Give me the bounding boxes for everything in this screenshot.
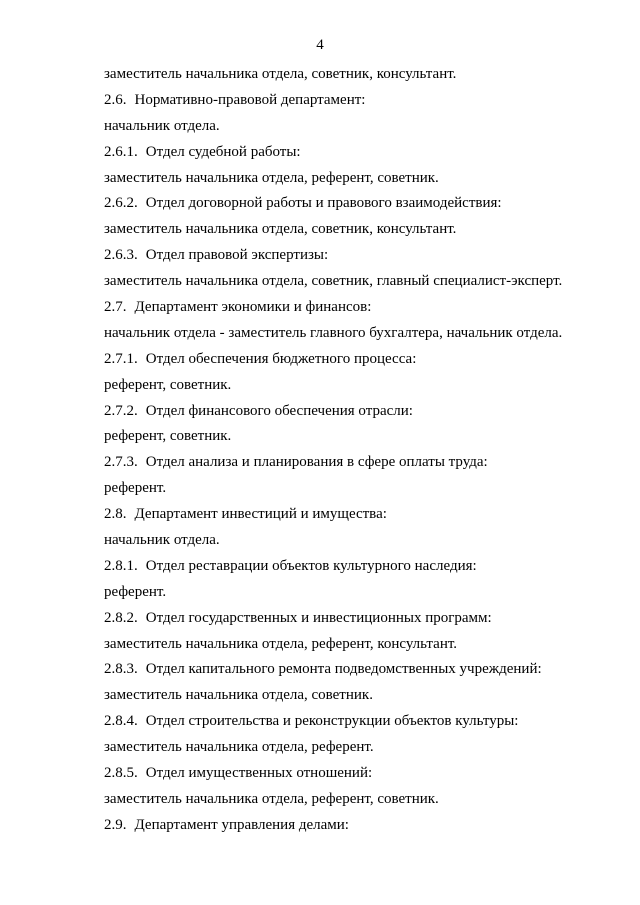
section-heading: [0, 245, 640, 271]
positions-line: заместитель начальника отдела, референт, советник.: [104, 790, 439, 807]
positions-line: референт.: [104, 583, 167, 600]
section-title: Отдел имущественных отношений:: [145, 765, 373, 782]
section-heading: [0, 504, 640, 530]
positions-line: начальник отдела - заместитель главного бухгалтера, начальник отдела.: [104, 324, 563, 341]
section-heading: [0, 349, 640, 375]
section-heading: [0, 193, 640, 219]
section-title: Нормативно-правовой департамент:: [134, 91, 366, 108]
section-number: 2.8.5.: [104, 765, 138, 782]
section-number: 2.8.1.: [104, 557, 138, 574]
section-heading: [0, 608, 640, 634]
section-heading: [0, 711, 640, 737]
section-title: Отдел государственных и инвестиционных программ:: [145, 609, 492, 626]
section-number: 2.8.: [104, 506, 127, 523]
section-number: 2.8.4.: [104, 713, 138, 730]
positions-line: референт.: [104, 480, 167, 497]
section-number: 2.6.: [104, 91, 127, 108]
section-title: Отдел анализа и планирования в сфере оплаты труда:: [145, 454, 488, 471]
section-number: 2.7.2.: [104, 402, 138, 419]
section-heading: [0, 90, 640, 116]
section-heading: [0, 815, 640, 841]
section-number: 2.9.: [104, 816, 127, 833]
page-number: 4: [316, 37, 324, 53]
section-title: Отдел обеспечения бюджетного процесса:: [145, 350, 417, 367]
section-heading: [0, 763, 640, 789]
section-number: 2.6.3.: [104, 247, 138, 264]
positions-line: начальник отдела.: [104, 532, 220, 549]
positions-line: заместитель начальника отдела, советник, консультант.: [104, 66, 457, 82]
section-heading: [0, 297, 640, 323]
section-heading: [0, 556, 640, 582]
section-heading: [0, 401, 640, 427]
section-heading: [0, 142, 640, 168]
positions-line: референт, советник.: [104, 428, 232, 445]
positions-line: референт, советник.: [104, 376, 232, 393]
section-title: Отдел договорной работы и правового взаимодействия:: [145, 195, 502, 212]
section-title: Департамент управления делами:: [134, 816, 349, 833]
positions-line: заместитель начальника отдела, советник.: [104, 687, 373, 704]
section-number: 2.7.: [104, 299, 127, 316]
section-title: Департамент экономики и финансов:: [134, 299, 372, 316]
section-number: 2.8.3.: [104, 661, 138, 678]
section-number: 2.8.2.: [104, 609, 138, 626]
section-title: Отдел капитального ремонта подведомственных учреждений:: [145, 661, 542, 678]
section-heading: [0, 452, 640, 478]
section-title: Отдел финансового обеспечения отрасли:: [145, 402, 413, 419]
section-title: Отдел судебной работы:: [145, 143, 301, 160]
positions-line: начальник отдела.: [104, 117, 220, 134]
section-number: 2.6.1.: [104, 143, 138, 160]
section-number: 2.7.1.: [104, 350, 138, 367]
section-title: Отдел правовой экспертизы:: [145, 247, 329, 264]
section-number: 2.7.3.: [104, 454, 138, 471]
section-title: Отдел строительства и реконструкции объектов культуры:: [145, 713, 519, 730]
positions-line: заместитель начальника отдела, советник, главный специалист-эксперт.: [104, 273, 563, 290]
section-title: Департамент инвестиций и имущества:: [134, 506, 387, 523]
section-title: Отдел реставрации объектов культурного наследия:: [145, 557, 477, 574]
section-number: 2.6.2.: [104, 195, 138, 212]
positions-line: заместитель начальника отдела, советник, консультант.: [104, 221, 457, 238]
positions-line: заместитель начальника отдела, референт.: [104, 739, 374, 756]
positions-line: заместитель начальника отдела, референт, советник.: [104, 169, 439, 186]
document-body: [0, 64, 640, 841]
section-heading: [0, 659, 640, 685]
positions-line: заместитель начальника отдела, референт, консультант.: [104, 635, 458, 652]
